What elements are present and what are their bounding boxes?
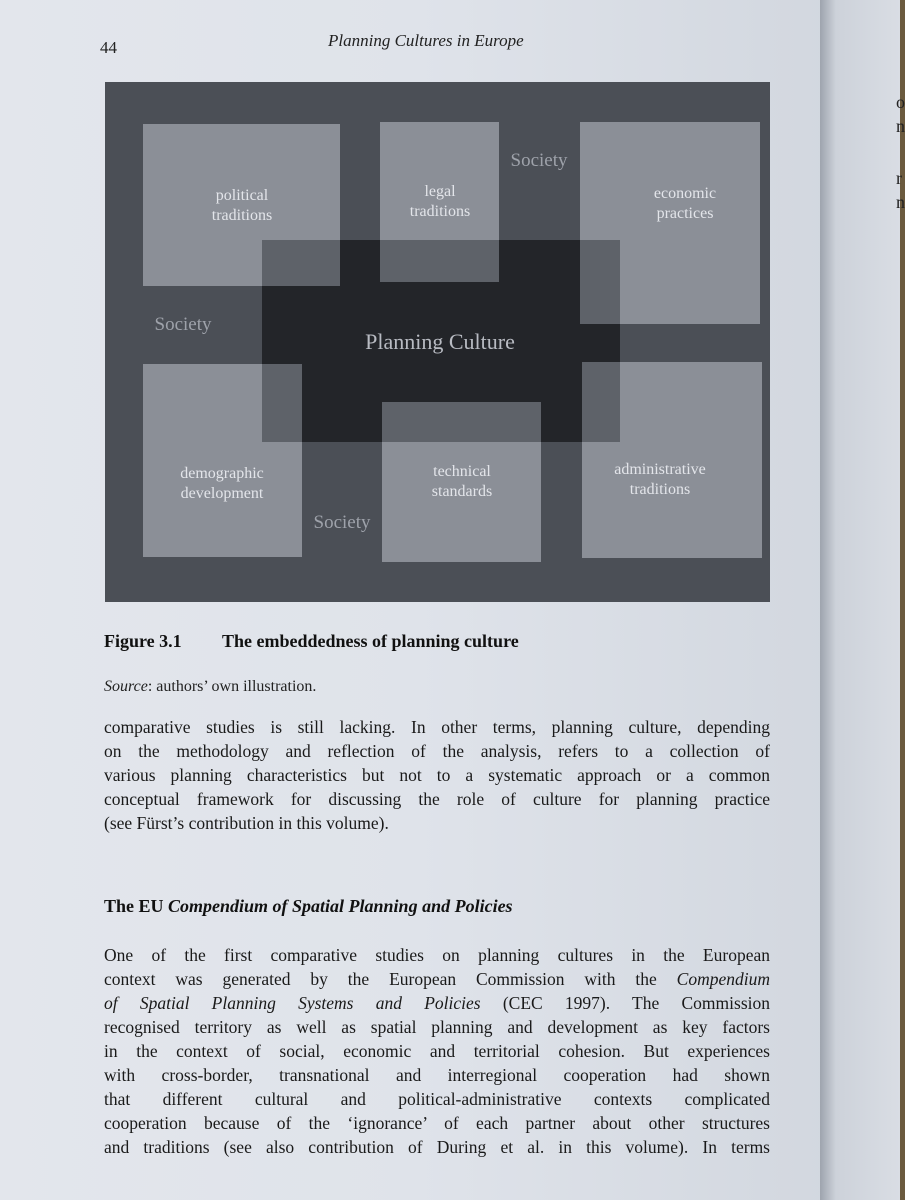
section-heading xyxy=(104,896,513,917)
text-line: comparative studies is still lacking. In other terms, planning culture, depending xyxy=(104,717,770,737)
text-line: recognised territory as well as spatial planning and development as key factors xyxy=(104,1017,770,1037)
heading-prefix: The EU xyxy=(104,896,169,916)
planning-culture-label: Planning Culture xyxy=(365,329,515,354)
figure-diagram xyxy=(105,82,770,602)
society-label-left: Society xyxy=(154,314,212,335)
text-line: that different cultural and political-administrative contexts complicated xyxy=(104,1089,770,1109)
figure-caption xyxy=(104,631,519,652)
text-line xyxy=(104,991,770,1015)
paragraph-2 xyxy=(104,943,770,1159)
society-label-top: Society xyxy=(510,150,568,171)
text-line: on the methodology and reflection of the analysis, refers to a collection of xyxy=(104,741,770,761)
overlap-economic xyxy=(580,240,620,324)
text-line xyxy=(104,967,770,991)
text-line: cooperation because of the ‘ignorance’ of each partner about other structures xyxy=(104,1113,770,1133)
text-run: (CEC 1997). The Commission xyxy=(480,993,770,1013)
text-line: with cross-border, transnational and interregional cooperation had shown xyxy=(104,1065,770,1085)
label-administrative-traditions: administrative traditions xyxy=(614,461,706,498)
overlap-legal xyxy=(380,240,499,282)
text-line: and traditions (see also contribution of During et al. in this volume). In terms xyxy=(104,1137,770,1157)
source-text: : authors’ own illustration. xyxy=(147,678,317,695)
italic-run: Compendium xyxy=(676,969,770,989)
label-economic-practices: economic practices xyxy=(653,185,717,222)
label-legal-traditions: legal traditions xyxy=(409,183,471,220)
text-line: in the context of social, economic and territorial cohesion. But experiences xyxy=(104,1041,770,1061)
heading-title: Compendium of Spatial Planning and Policies xyxy=(168,896,513,916)
overlap-administrative xyxy=(582,362,620,442)
next-page-fragment: o xyxy=(896,92,905,112)
text-line: conceptual framework for discussing the role of culture for planning practice xyxy=(104,789,770,809)
source-label: Source xyxy=(104,678,148,695)
next-page-fragment: r xyxy=(896,168,902,188)
label-technical-standards: technical standards xyxy=(431,463,493,500)
label-demographic-development: demographic development xyxy=(180,465,264,502)
overlap-political xyxy=(262,240,340,286)
text-run: context was generated by the European Commission with the xyxy=(104,969,677,989)
text-line: (see Fürst’s contribution in this volume). xyxy=(104,813,389,833)
next-page-edge xyxy=(820,0,905,1200)
italic-run: of Spatial Planning Systems and Policies xyxy=(104,993,481,1013)
figure-number: Figure 3.1 xyxy=(104,631,182,651)
running-title: Planning Cultures in Europe xyxy=(328,31,524,50)
figure-title: The embeddedness of planning culture xyxy=(222,631,519,651)
text-line: One of the first comparative studies on planning cultures in the European xyxy=(104,945,770,965)
figure-source xyxy=(104,678,316,696)
page-number: 44 xyxy=(100,38,117,57)
overlap-demographic xyxy=(262,364,302,442)
label-political-traditions: political traditions xyxy=(211,187,273,224)
overlap-technical xyxy=(382,402,541,442)
paragraph-1 xyxy=(104,715,770,835)
next-page-fragment: n xyxy=(896,116,905,136)
text-line: various planning characteristics but not to a systematic approach or a common xyxy=(104,765,770,785)
society-label-bottom: Society xyxy=(313,512,371,533)
next-page-fragment: n xyxy=(896,192,905,212)
